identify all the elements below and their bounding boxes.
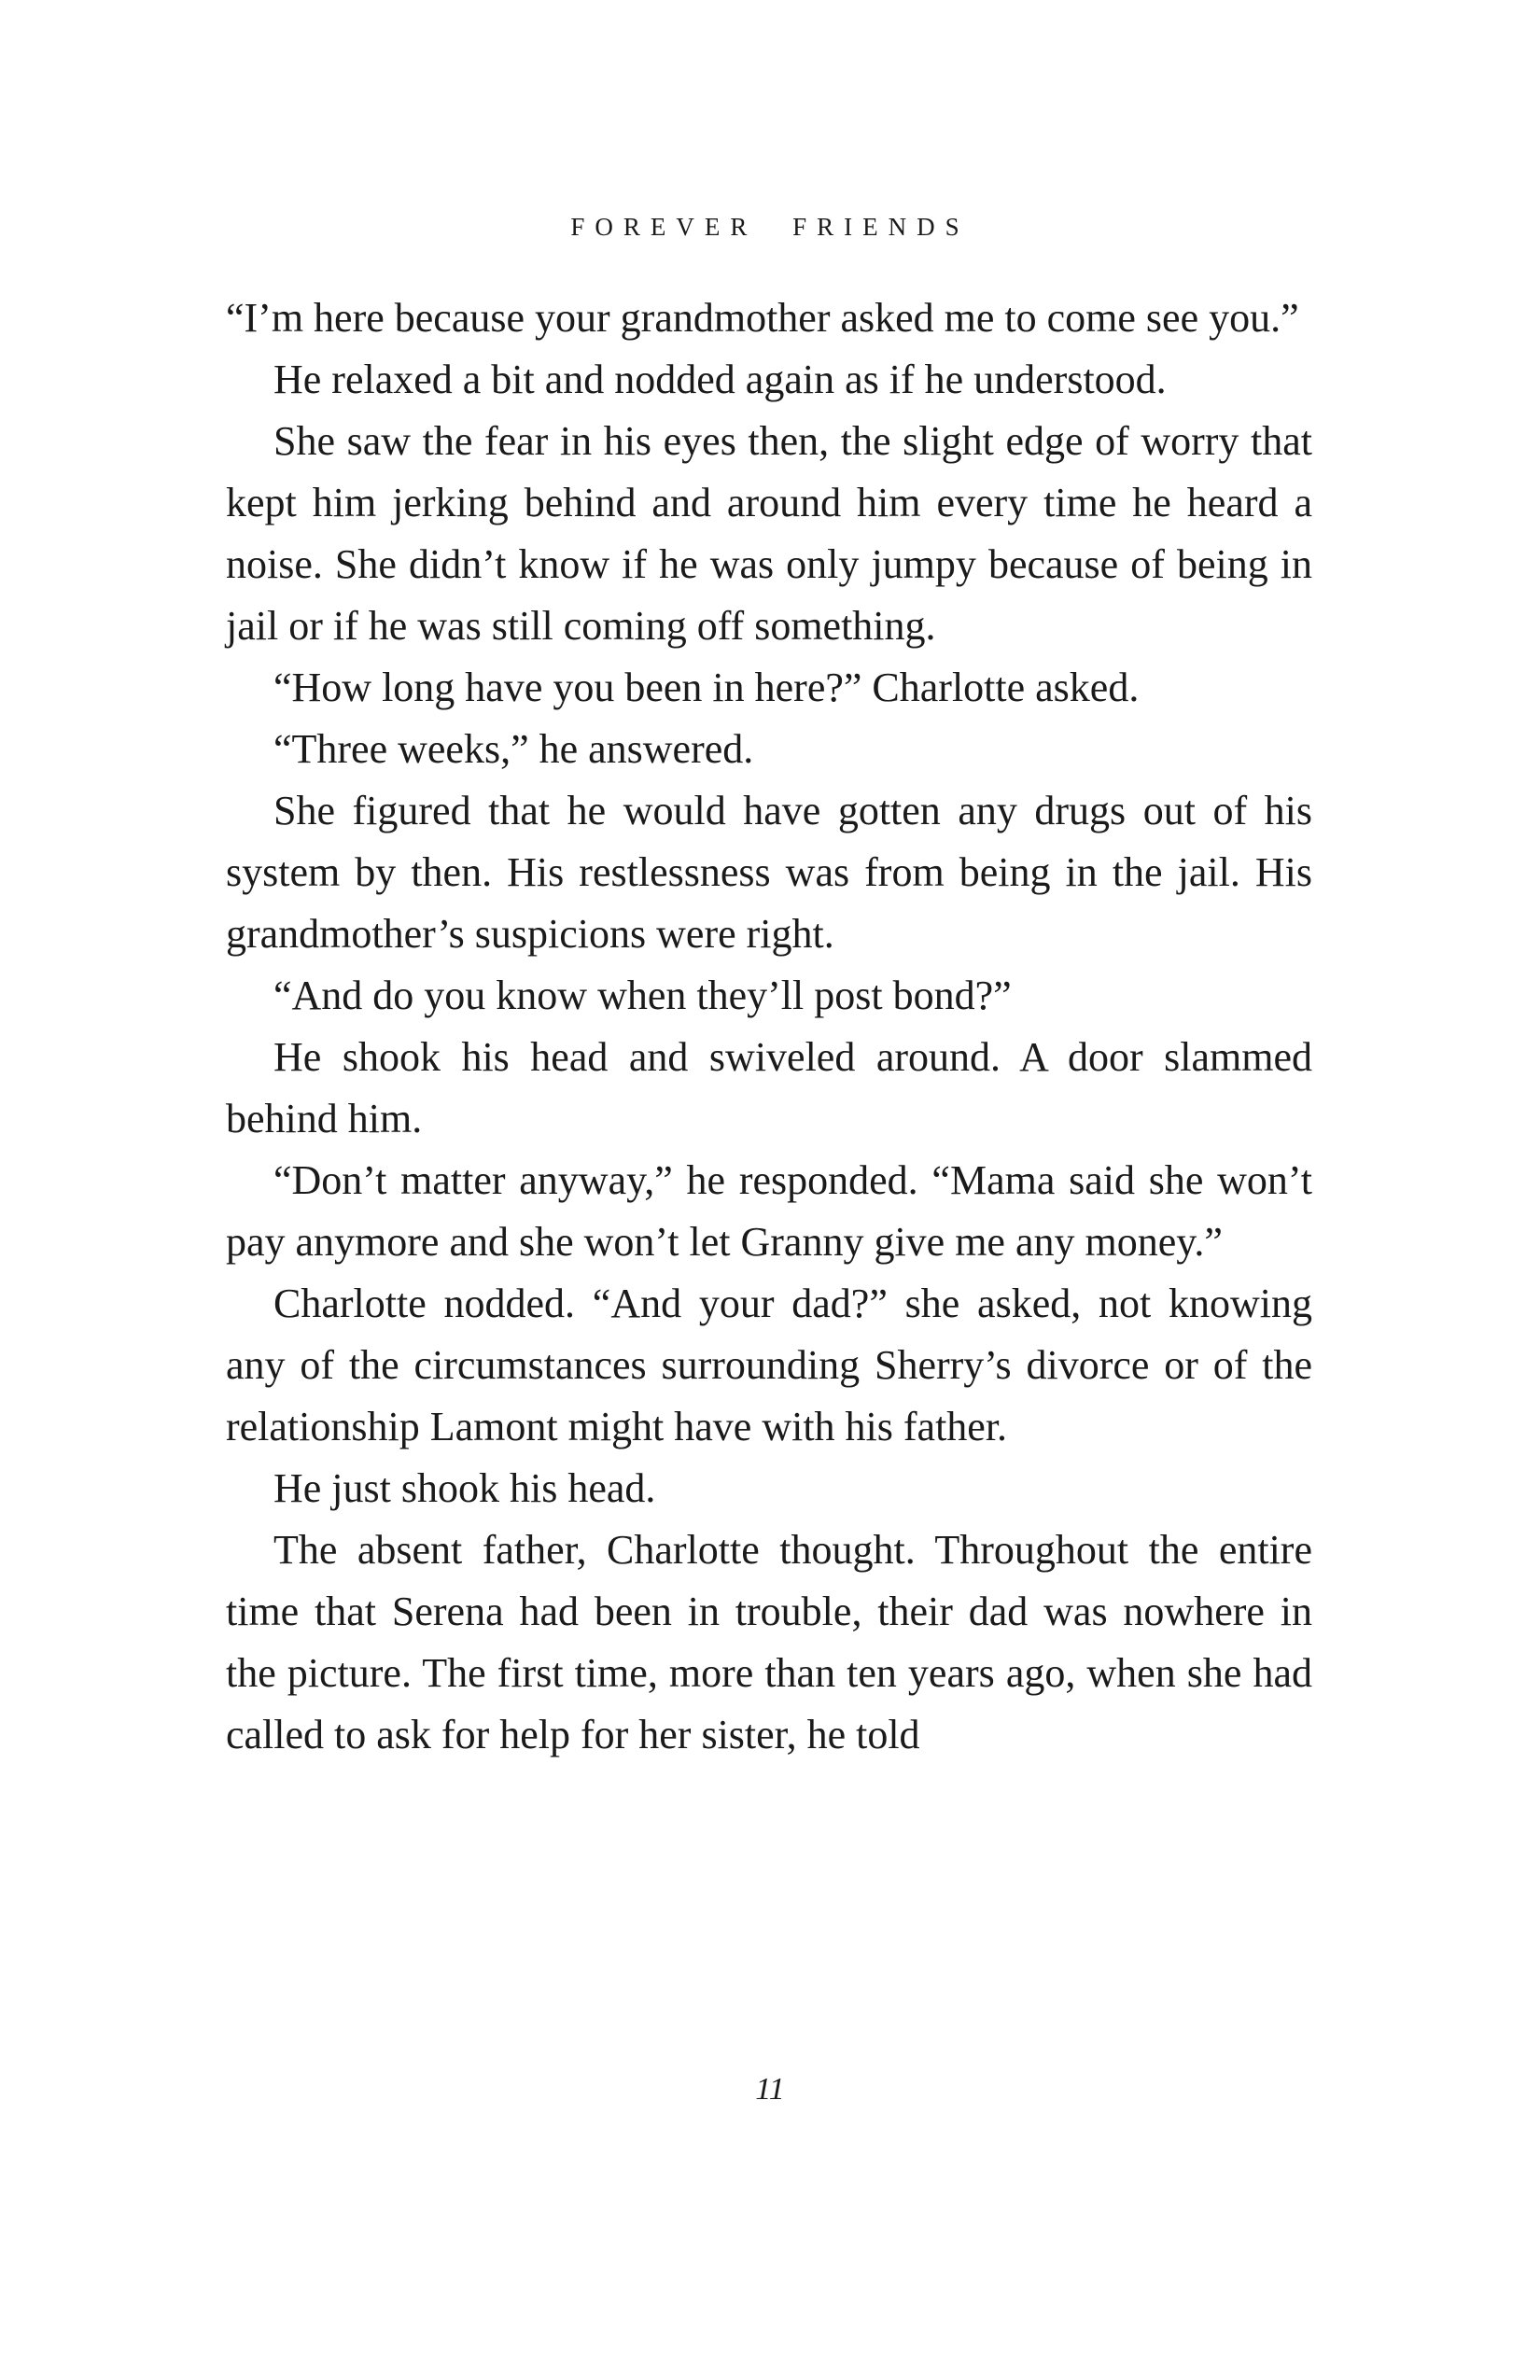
paragraph: Charlotte nodded. “And your dad?” she asked, not knowing any of the circumstances surrounding Sherry’s divorce or of the relationship Lamont might have with his father.: [226, 1281, 1312, 1449]
paragraph: He relaxed a bit and nodded again as if he understood.: [273, 357, 1167, 402]
paragraph: The absent father, Charlotte thought. Throughout the entire time that Serena had been in trouble, their dad was nowhere in the picture. The first time, more than ten years ago, when she had called to ask for help for her sister, he told: [226, 1527, 1312, 1757]
paragraph: He just shook his head.: [273, 1465, 656, 1511]
paragraph: He shook his head and swiveled around. A door slammed behind him.: [226, 1034, 1312, 1141]
paragraph: “Don’t matter anyway,” he responded. “Mama said she won’t pay anymore and she won’t let Granny give me any money.”: [226, 1157, 1312, 1265]
body-text: [226, 287, 1312, 1766]
paragraph: “Three weeks,” he answered.: [273, 726, 754, 772]
paragraph: She saw the fear in his eyes then, the slight edge of worry that kept him jerking behind and around him every time he heard a noise. She didn’t know if he was only jumpy because of being in jail or if he was still coming off something.: [226, 418, 1312, 649]
running-head: FOREVER FRIENDS: [570, 213, 970, 241]
paragraph: “And do you know when they’ll post bond?”: [273, 973, 1012, 1018]
paragraph: “I’m here because your grandmother asked me to come see you.”: [226, 295, 1299, 341]
page-number: 11: [755, 2072, 785, 2107]
paragraph: “How long have you been in here?” Charlotte asked.: [273, 665, 1140, 710]
paragraph: She figured that he would have gotten any drugs out of his system by then. His restlessness was from being in the jail. His grandmother’s suspicions were right.: [226, 788, 1312, 957]
